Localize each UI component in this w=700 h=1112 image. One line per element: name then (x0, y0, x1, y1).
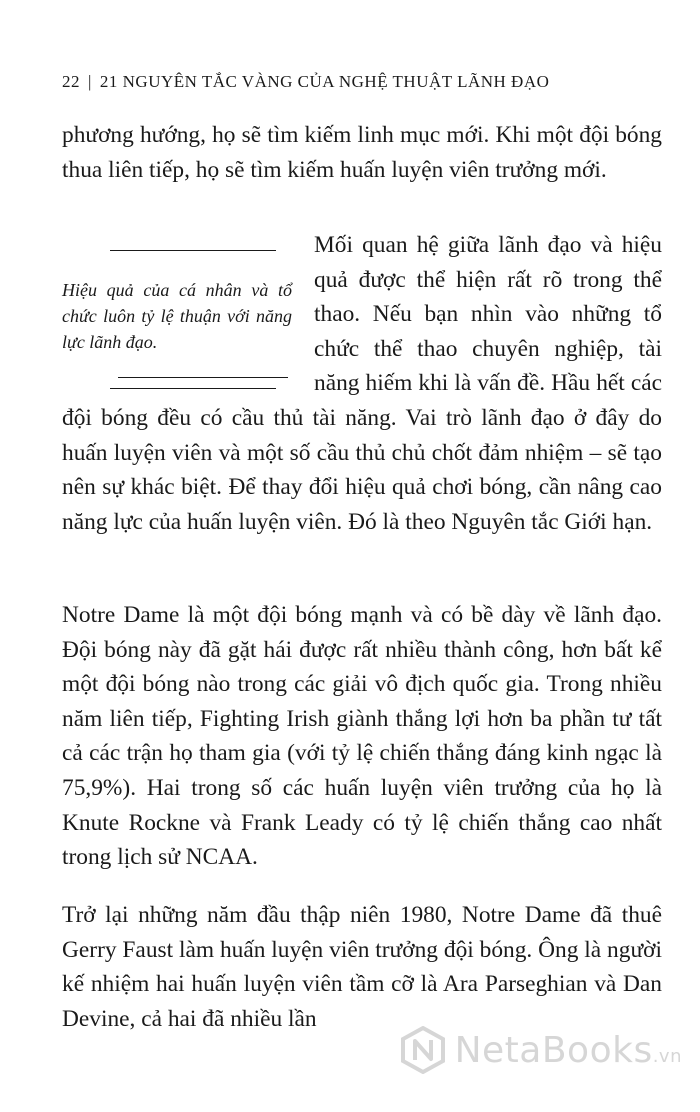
watermark-brand: NetaBooks (454, 1029, 653, 1071)
pull-quote-text: Hiệu quả của cá nhân và tổ chức luôn tỷ lệ thuận với năng lực lãnh đạo. (62, 280, 292, 352)
paragraph-2: Mối quan hệ giữa lãnh đạo và hiệu quả được thể hiện rất rõ trong thể thao. Nếu bạn nhìn vào những tổ chức thể thao chuyên nghiệp, tài năng hiếm khi là vấn đề. Hầu hết các đội bóng đều có cầu thủ tài năng. Vai trò lãnh đạo ở đây do huấn luyện viên và một số cầu thủ chủ chốt đảm nhiệm – sẽ tạo nên sự khác biệt. Để thay đổi hiệu quả chơi bóng, cần nâng cao năng lực của huấn luyện viên. Đó là theo Nguyên tắc Giới hạn. (62, 232, 662, 535)
pull-quote-rule-bottom-1 (118, 377, 288, 378)
watermark (399, 1026, 682, 1074)
netabooks-n-logo-icon (399, 1026, 447, 1074)
header-separator: | (88, 72, 92, 91)
page-number: 22 (62, 72, 80, 91)
pull-quote-rule-top (110, 250, 276, 251)
paragraph-4: Trở lại những năm đầu thập niên 1980, Notre Dame đã thuê Gerry Faust làm huấn luyện viên trưởng đội bóng. Ông là người kế nhiệm hai huấn luyện viên tầm cỡ là Ara Parseghian và Dan Devine, cả hai đã nhiều lần (62, 902, 662, 1032)
paragraph-1: phương hướng, họ sẽ tìm kiếm linh mục mới. Khi một đội bóng thua liên tiếp, họ sẽ tìm kiếm huấn luyện viên trưởng mới. (62, 122, 662, 183)
watermark-tld: .vn (652, 1045, 682, 1067)
book-title: 21 NGUYÊN TẮC VÀNG CỦA NGHỆ THUẬT LÃNH ĐẠO (99, 72, 550, 91)
pull-quote-rule-bottom-2 (110, 388, 276, 389)
watermark-text (455, 1030, 682, 1071)
paragraph-3: Notre Dame là một đội bóng mạnh và có bề dày về lãnh đạo. Đội bóng này đã gặt hái được rất nhiều thành công, hơn bất kể một đội bóng nào trong các giải vô địch quốc gia. Trong nhiều năm liên tiếp, Fighting Irish giành thắng lợi hơn ba phần tư tất cả các trận họ tham gia (với tỷ lệ chiến thắng đáng kinh ngạc là 75,9%). Hai trong số các huấn luyện viên trưởng của họ là Knute Rockne và Frank Leady có tỷ lệ chiến thắng cao nhất trong lịch sử NCAA. (62, 602, 662, 871)
pull-quote (62, 236, 292, 389)
paragraph-2-with-pullquote (62, 228, 662, 539)
running-header (62, 72, 662, 92)
